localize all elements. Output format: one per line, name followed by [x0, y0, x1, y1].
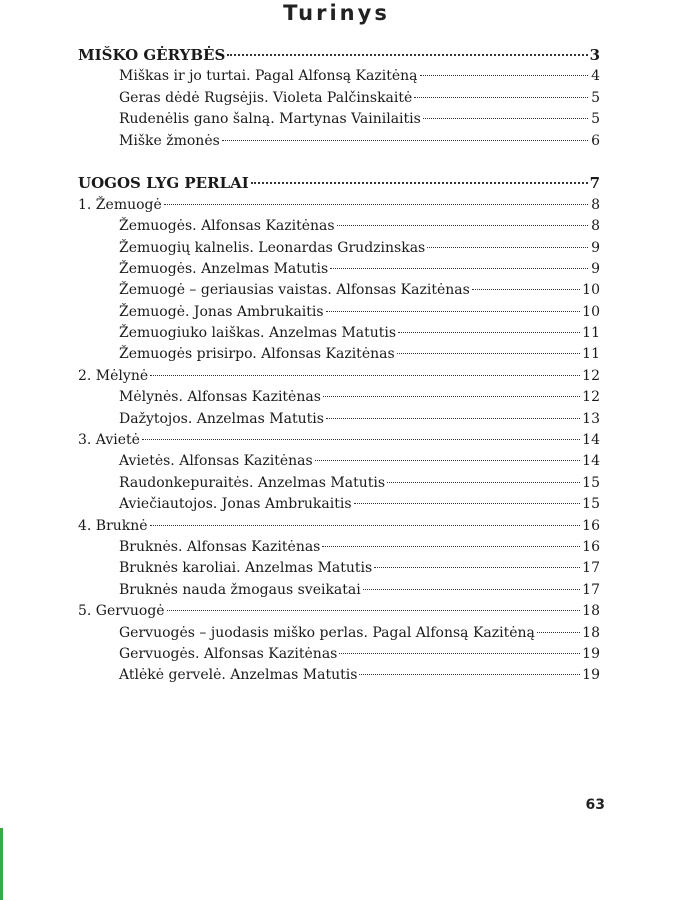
- toc-entry-page: 4: [591, 68, 600, 85]
- toc-entry-page: 7: [589, 174, 600, 193]
- toc-entry-page: 12: [582, 367, 600, 384]
- accent-bar: [0, 828, 3, 900]
- dot-leader: [339, 653, 580, 654]
- toc-entry[interactable]: [78, 88, 600, 109]
- toc-entry[interactable]: [78, 387, 600, 408]
- dot-leader: [420, 75, 589, 76]
- page-title: Turinys: [283, 1, 390, 25]
- toc-entry-title: Dažytojos. Anzelmas Matutis: [119, 410, 324, 427]
- toc-entry[interactable]: [78, 259, 600, 280]
- toc-entry-title: Žemuogės prisirpo. Alfonsas Kazitėnas: [119, 346, 395, 363]
- dot-leader: [330, 268, 588, 269]
- toc-entry[interactable]: [78, 323, 600, 344]
- dot-leader: [322, 546, 580, 547]
- dot-leader: [326, 418, 580, 419]
- toc-entry-page: 14: [582, 432, 600, 449]
- toc-entry-page: 15: [582, 474, 600, 491]
- toc-entry-page: 18: [582, 603, 600, 620]
- dot-leader: [222, 140, 588, 141]
- dot-leader: [359, 674, 580, 675]
- toc-entry-title: Miške žmonės: [119, 132, 220, 149]
- dot-leader: [387, 482, 580, 483]
- toc-entry[interactable]: [78, 216, 600, 237]
- dot-leader: [537, 632, 580, 633]
- toc-entry-title: Žemuogiuko laiškas. Anzelmas Matutis: [119, 325, 397, 342]
- toc-entry-page: 9: [591, 260, 600, 277]
- toc-entry-page: 3: [589, 46, 600, 64]
- dot-leader: [251, 182, 588, 184]
- toc-entry[interactable]: [78, 473, 600, 494]
- toc-entry-title: Atlėkė gervelė. Anzelmas Matutis: [119, 667, 358, 684]
- toc-entry-page: 15: [582, 496, 600, 513]
- toc-entry-title: Avietės. Alfonsas Kazitėnas: [119, 453, 313, 470]
- toc-chapter-entry[interactable]: [78, 195, 600, 216]
- toc-entry-title: Gervuogės. Alfonsas Kazitėnas: [119, 645, 338, 662]
- toc-entry-page: 8: [591, 218, 600, 235]
- toc-entry[interactable]: [78, 238, 600, 259]
- dot-leader: [363, 589, 580, 590]
- toc-entry[interactable]: [78, 344, 600, 365]
- toc-entry-title: Raudonkepuraitės. Anzelmas Matutis: [119, 474, 386, 491]
- dot-leader: [397, 353, 581, 354]
- toc-entry-title: 2. Mėlynė: [78, 367, 149, 384]
- toc-entry[interactable]: [78, 109, 600, 130]
- toc-entry-title: Žemuogių kalnelis. Leonardas Grudzinskas: [119, 239, 426, 256]
- page-number: 63: [585, 797, 605, 813]
- table-of-contents: [78, 45, 600, 687]
- dot-leader: [150, 375, 580, 376]
- toc-entry-page: 11: [582, 346, 600, 363]
- toc-entry[interactable]: [78, 451, 600, 472]
- dot-leader: [164, 204, 588, 205]
- toc-entry-title: Žemuogės. Alfonsas Kazitėnas: [119, 218, 335, 235]
- toc-entry-title: 4. Bruknė: [78, 517, 148, 534]
- toc-entry-title: Gervuogės – juodasis miško perlas. Pagal Alfonsą Kazitėną: [119, 624, 535, 641]
- toc-entry-title: Bruknės. Alfonsas Kazitėnas: [119, 538, 321, 555]
- toc-section-entry[interactable]: [78, 173, 600, 194]
- toc-entry-page: 12: [582, 389, 600, 406]
- toc-chapter-entry[interactable]: [78, 366, 600, 387]
- toc-entry[interactable]: [78, 131, 600, 152]
- toc-entry-page: 18: [582, 624, 600, 641]
- toc-section-entry[interactable]: [78, 45, 600, 66]
- toc-entry[interactable]: [78, 644, 600, 665]
- dot-leader: [142, 439, 580, 440]
- toc-entry-title: 5. Gervuogė: [78, 603, 165, 620]
- toc-entry-title: Aviečiautojos. Jonas Ambrukaitis: [119, 496, 352, 513]
- dot-leader: [337, 225, 588, 226]
- dot-leader: [167, 610, 581, 611]
- toc-entry-page: 13: [582, 410, 600, 427]
- toc-entry-title: Geras dėdė Rugsėjis. Violeta Palčinskaitė: [119, 89, 413, 106]
- toc-chapter-entry[interactable]: [78, 430, 600, 451]
- toc-entry-title: Žemuogė. Jonas Ambrukaitis: [119, 303, 324, 320]
- toc-entry[interactable]: [78, 580, 600, 601]
- toc-entry-page: 5: [591, 111, 600, 128]
- toc-entry-title: Žemuogė – geriausias vaistas. Alfonsas Kazitėnas: [119, 282, 470, 299]
- toc-entry[interactable]: [78, 302, 600, 323]
- toc-entry-title: Bruknės nauda žmogaus sveikatai: [119, 581, 361, 598]
- toc-entry-page: 8: [591, 196, 600, 213]
- toc-entry-page: 19: [582, 645, 600, 662]
- toc-entry-page: 17: [582, 560, 600, 577]
- toc-entry-title: MIŠKO GĖRYBĖS: [78, 46, 226, 64]
- toc-entry-title: Rudenėlis gano šalną. Martynas Vainilaitis: [119, 111, 421, 128]
- toc-entry-page: 6: [591, 132, 600, 149]
- toc-entry[interactable]: [78, 558, 600, 579]
- dot-leader: [354, 503, 581, 504]
- toc-entry-page: 9: [591, 239, 600, 256]
- dot-leader: [423, 118, 588, 119]
- toc-entry-page: 16: [582, 517, 600, 534]
- dot-leader: [150, 525, 581, 526]
- toc-entry-title: 3. Avietė: [78, 432, 140, 449]
- dot-leader: [398, 332, 580, 333]
- toc-entry-page: 10: [582, 282, 600, 299]
- toc-entry-title: Miškas ir jo turtai. Pagal Alfonsą Kazitėną: [119, 68, 418, 85]
- dot-leader: [472, 289, 580, 290]
- toc-chapter-entry[interactable]: [78, 516, 600, 537]
- toc-entry[interactable]: [78, 66, 600, 87]
- dot-leader: [326, 311, 581, 312]
- toc-entry-page: 11: [582, 325, 600, 342]
- toc-entry-page: 5: [591, 89, 600, 106]
- toc-entry[interactable]: [78, 623, 600, 644]
- toc-entry-title: UOGOS LYG PERLAI: [78, 174, 249, 193]
- dot-leader: [414, 97, 588, 98]
- toc-entry-page: 19: [582, 667, 600, 684]
- toc-entry-title: Bruknės karoliai. Anzelmas Matutis: [119, 560, 373, 577]
- toc-entry-title: 1. Žemuogė: [78, 196, 162, 213]
- dot-leader: [315, 460, 580, 461]
- toc-entry[interactable]: [78, 409, 600, 430]
- toc-entry-page: 16: [582, 538, 600, 555]
- toc-entry-title: Mėlynės. Alfonsas Kazitėnas: [119, 389, 321, 406]
- toc-entry[interactable]: [78, 537, 600, 558]
- toc-entry-title: Žemuogės. Anzelmas Matutis: [119, 260, 329, 277]
- dot-leader: [374, 567, 580, 568]
- toc-entry[interactable]: [78, 494, 600, 515]
- toc-entry-page: 17: [582, 581, 600, 598]
- dot-leader: [427, 247, 588, 248]
- toc-entry[interactable]: [78, 665, 600, 686]
- toc-entry[interactable]: [78, 280, 600, 301]
- dot-leader: [227, 54, 587, 56]
- toc-entry-page: 10: [582, 303, 600, 320]
- toc-entry-page: 14: [582, 453, 600, 470]
- dot-leader: [323, 396, 580, 397]
- toc-chapter-entry[interactable]: [78, 601, 600, 622]
